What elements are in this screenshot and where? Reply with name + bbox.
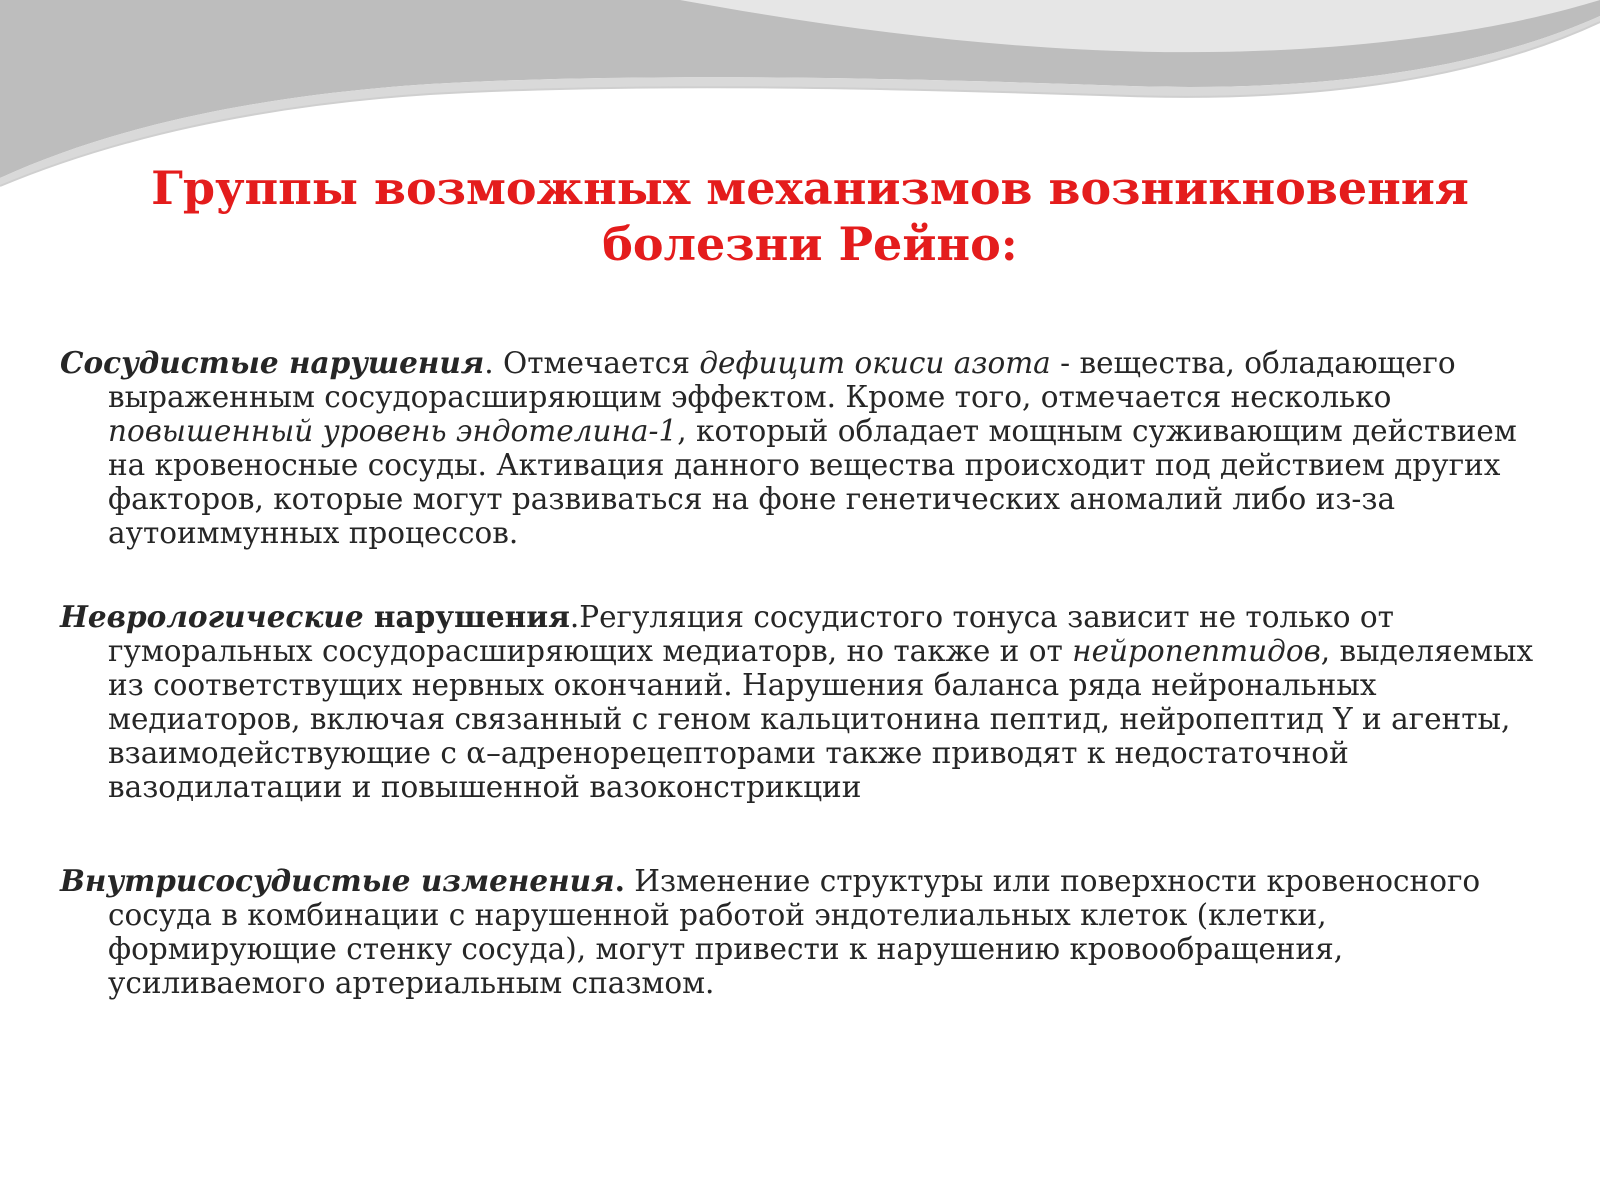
slide-title [140,160,1480,272]
paragraph-emphasis: нейропептидов [1072,634,1321,668]
paragraph-text: .Регуляция сосудистого тонуса зависит не только от гуморальных сосудорасширяющих медиаторв, но также и от [108,600,1394,668]
paragraph-text: - вещества, обладающего выраженным сосудорасширяющим эффектом. Кроме того, отмечается несколько [108,346,1456,414]
slide-content [60,346,1560,1000]
paragraph-text: , который обладает мощным суживающим действием на кровеносные сосуды. Активация данного вещества происходит под действием других факторов, которые могут развиваться на фоне генетических аномалий либо из-за аутоиммунных процессов. [108,414,1517,550]
paragraph-heading-dot: . [614,863,625,898]
paragraph-emphasis: дефицит окиси азота [699,346,1051,380]
paragraph-text: , выделяемых из соответствущих нервных окончаний. Нарушения баланса ряда нейрональных медиаторов, включая связанный с геном кальцитонина пептид, нейропептид Y и агенты, взаимодействующие с α–адренорецепторами также приводят к недостаточной вазодилатации и повышенной вазоконстрикции [108,634,1534,804]
paragraph-intravascular-changes [60,864,1560,1000]
title-line-2: болезни Рейно: [602,217,1018,271]
paragraph-neurological-disorders [60,600,1560,804]
paragraph-heading-italic: Неврологические [60,599,364,634]
paragraph-emphasis: повышенный уровень эндотелина-1 [108,414,678,448]
paragraph-heading: Сосудистые нарушения [60,345,485,380]
paragraph-vascular-disorders [60,346,1560,550]
paragraph-heading: Внутрисосудистые изменения [60,863,615,898]
paragraph-text: . Отмечается [484,346,700,380]
title-line-1: Группы возможных механизмов возникновения [151,161,1469,215]
paragraph-text: Изменение структуры или поверхности кровеносного сосуда в комбинации с нарушенной работой эндотелиальных клеток (клетки, формирующие стенку сосуда), могут привести к нарушению кровообращения, усиливаемого артериальным спазмом. [108,864,1481,1000]
paragraph-heading-bold: нарушения [363,599,570,634]
